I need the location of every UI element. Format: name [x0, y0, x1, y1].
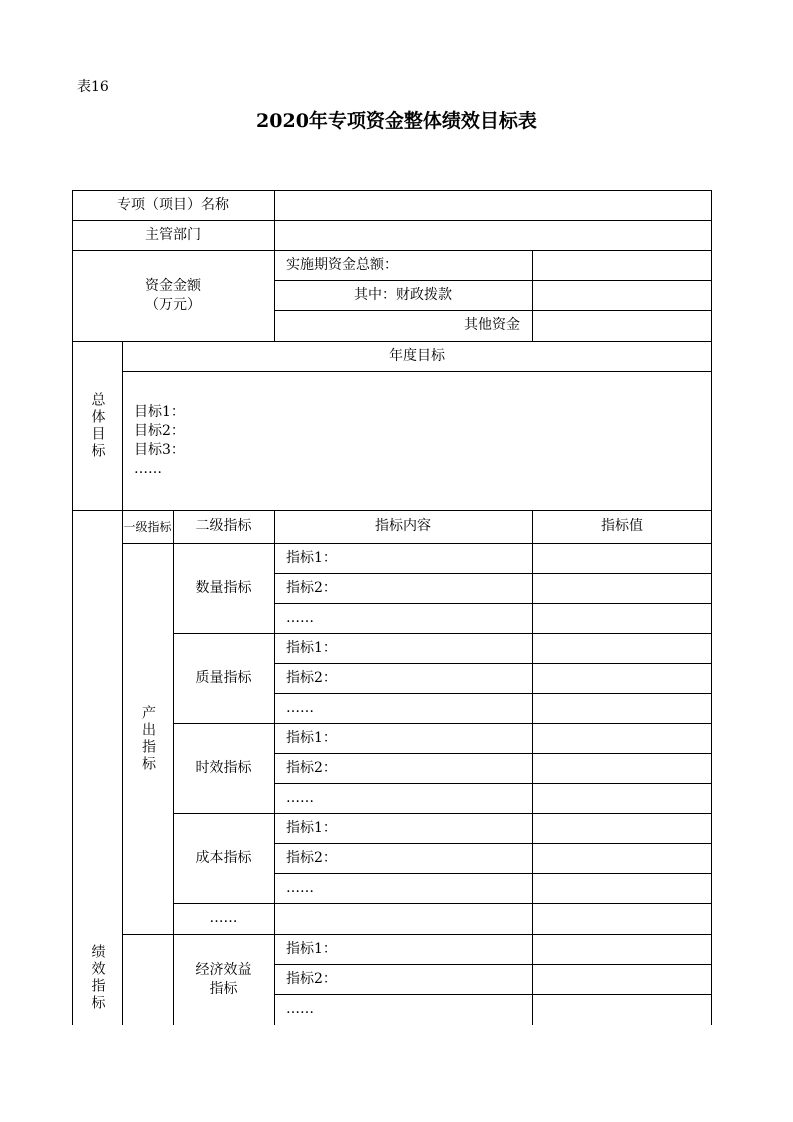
economic-label-line1: 经济效益	[195, 961, 252, 978]
total-fund-value[interactable]	[532, 250, 712, 280]
fiscal-fund-value[interactable]	[532, 280, 712, 310]
fund-amount-label	[72, 250, 274, 341]
annual-goal-header: 年度目标	[389, 347, 445, 364]
page-title: 2020年专项资金整体绩效目标表	[256, 110, 537, 132]
output-indicator-label: 产出指标	[140, 704, 156, 773]
economic-item-2[interactable]: 指标2：	[286, 970, 337, 987]
level1-header: 一级指标	[123, 519, 172, 534]
dept-label: 主管部门	[145, 226, 201, 243]
quantity-item-2[interactable]: 指标2：	[286, 579, 337, 596]
economic-indicator-label	[173, 934, 274, 1025]
quantity-indicator-label: 数量指标	[195, 579, 252, 596]
annual-goal-list[interactable]	[122, 371, 712, 510]
fund-amount-label-line1: 资金金额	[145, 277, 201, 294]
cost-indicator-label: 成本指标	[195, 849, 252, 866]
quality-item-more: ……	[286, 699, 314, 716]
timeliness-item-more: ……	[286, 789, 314, 806]
fiscal-fund-label: 其中：财政拨款	[354, 286, 452, 303]
fund-amount-label-line2: （万元）	[145, 296, 201, 313]
quantity-item-1[interactable]: 指标1：	[286, 549, 337, 566]
table-label: 表16	[77, 79, 109, 95]
economic-item-1[interactable]: 指标1：	[286, 940, 337, 957]
other-fund-value[interactable]	[532, 310, 712, 341]
goal-item-3: 目标3：	[134, 441, 185, 458]
project-name-value[interactable]	[274, 190, 712, 220]
dept-value[interactable]	[274, 220, 712, 250]
performance-indicator-label: 绩效指标	[89, 943, 106, 1012]
other-fund-label: 其他资金	[464, 317, 520, 333]
timeliness-item-2[interactable]: 指标2：	[286, 759, 337, 776]
cost-item-2[interactable]: 指标2：	[286, 849, 337, 866]
total-fund-label: 实施期资金总额：	[286, 256, 398, 273]
overall-goal-label: 总体目标	[89, 391, 106, 460]
cost-item-more: ……	[286, 879, 314, 896]
economic-label-line2: 指标	[209, 980, 238, 997]
project-name-label: 专项（项目）名称	[117, 196, 229, 213]
output-more-label: ……	[209, 910, 238, 926]
performance-goal-table	[72, 190, 712, 1025]
timeliness-item-1[interactable]: 指标1：	[286, 729, 337, 746]
cost-item-1[interactable]: 指标1：	[286, 819, 337, 836]
quality-indicator-label: 质量指标	[195, 669, 252, 686]
level2-header: 二级指标	[195, 518, 252, 534]
content-header: 指标内容	[375, 518, 431, 534]
economic-item-more: ……	[286, 1000, 314, 1017]
value-header: 指标值	[601, 518, 643, 534]
goal-item-2: 目标2：	[134, 422, 185, 439]
quality-item-2[interactable]: 指标2：	[286, 669, 337, 686]
quantity-item-more: ……	[286, 609, 314, 626]
goal-item-1: 目标1：	[134, 403, 185, 420]
quality-item-1[interactable]: 指标1：	[286, 639, 337, 656]
goal-item-more: ……	[134, 460, 162, 477]
timeliness-indicator-label: 时效指标	[195, 759, 252, 776]
